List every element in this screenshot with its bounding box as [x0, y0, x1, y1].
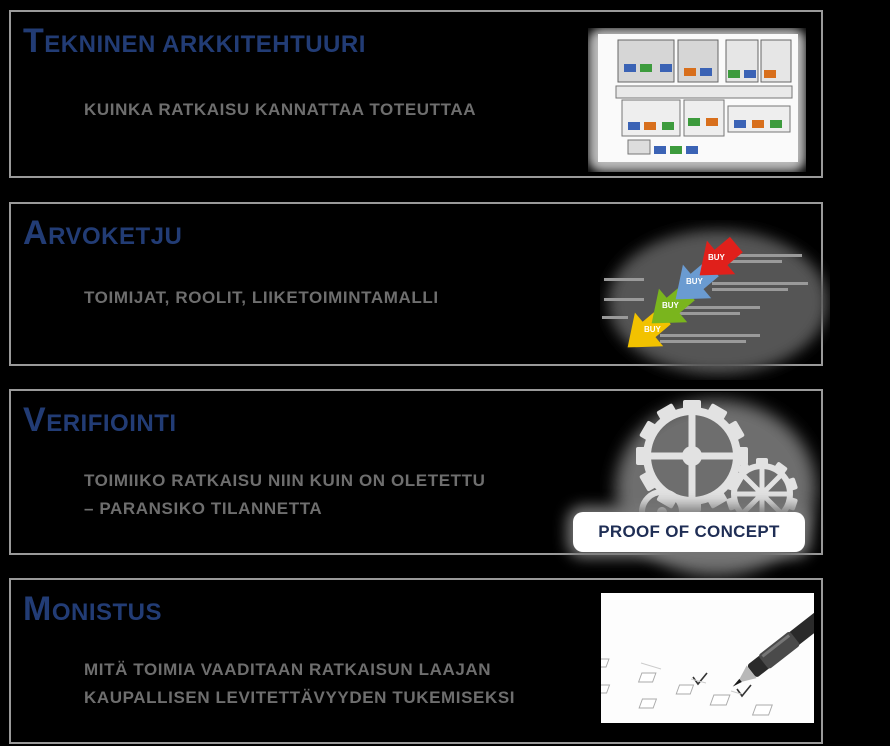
value-chain-arrows-image [600, 220, 830, 380]
section-description: KUINKA RATKAISU KANNATTAA TOTEUTTAA [84, 100, 477, 119]
gears-image [600, 392, 820, 582]
architecture-diagram-image [588, 28, 806, 172]
section-title: VERIFIOINTI [23, 401, 177, 439]
section-title: ARVOKETJU [23, 214, 183, 252]
section-description: MITÄ TOIMIA VAADITAAN RATKAISUN LAAJAN KAUPALLISEN LEVITETTÄVYYDEN TUKEMISEKSI [84, 660, 516, 707]
section-description: TOIMIIKO RATKAISU NIIN KUIN ON OLETETTU – PARANSIKO TILANNETTA [84, 471, 486, 518]
arrow-label: BUY [644, 325, 661, 334]
section-title: MONISTUS [23, 590, 163, 628]
arrow-label: BUY [686, 277, 703, 286]
proof-of-concept-badge: PROOF OF CONCEPT [573, 512, 805, 552]
section-description: TOIMIJAT, ROOLIT, LIIKETOIMINTAMALLI [84, 288, 439, 307]
section-title: TEKNINEN ARKKITEHTUURI [23, 22, 366, 60]
arrow-label: BUY [662, 301, 679, 310]
arrow-label: BUY [708, 253, 725, 262]
checklist-pen-image [601, 593, 814, 723]
